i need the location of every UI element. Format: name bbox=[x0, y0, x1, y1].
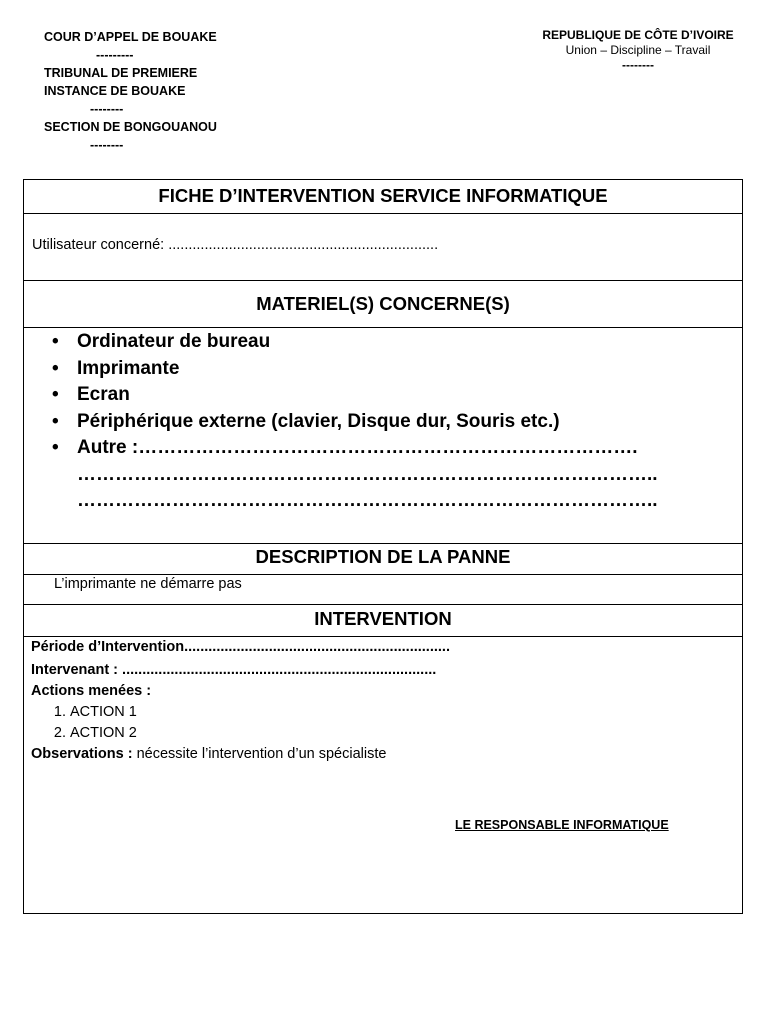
court-header bbox=[44, 28, 284, 154]
materiel-list bbox=[24, 329, 742, 515]
separator: -------- bbox=[90, 138, 124, 152]
intervenant-field: Intervenant : .............................................................................. bbox=[31, 662, 437, 678]
republic-motto: Union – Discipline – Travail bbox=[565, 43, 711, 57]
actions-label: Actions menées : bbox=[31, 683, 152, 699]
divider bbox=[24, 280, 742, 281]
bullet-icon: • bbox=[52, 357, 59, 379]
bullet-icon: • bbox=[52, 384, 59, 405]
materiel-item: • Périphérique externe (clavier, Disque dur, Souris etc.) bbox=[24, 409, 742, 436]
materiel-title: MATERIEL(S) CONCERNE(S) bbox=[256, 293, 510, 314]
action-item: 2. ACTION 2 bbox=[70, 723, 137, 744]
periode-field: Période d’Intervention.................................................................. bbox=[31, 639, 450, 655]
intervention-form bbox=[23, 179, 743, 914]
action-item: 1. ACTION 1 bbox=[70, 702, 137, 723]
bullet-icon: • bbox=[52, 410, 59, 432]
divider bbox=[24, 543, 742, 544]
materiel-item: • Imprimante bbox=[24, 356, 742, 383]
intervention-title: INTERVENTION bbox=[314, 608, 452, 629]
bullet-icon: • bbox=[52, 331, 59, 352]
actions-list bbox=[24, 702, 137, 744]
bullet-icon: • bbox=[52, 437, 59, 458]
divider bbox=[24, 213, 742, 214]
signature-label: LE RESPONSABLE INFORMATIQUE bbox=[455, 818, 669, 832]
materiel-item: • Ecran bbox=[24, 382, 742, 409]
materiel-dots: ……………………………………………………………………………….. bbox=[77, 463, 658, 485]
tribunal-line-2: INSTANCE DE BOUAKE bbox=[44, 84, 186, 98]
court-name: COUR D’APPEL DE BOUAKE bbox=[44, 30, 217, 44]
observations-field: Observations : nécessite l’intervention d’un spécialiste bbox=[31, 746, 387, 762]
description-text: L’imprimante ne démarre pas bbox=[54, 576, 242, 592]
materiel-item: • Ordinateur de bureau bbox=[24, 329, 742, 356]
materiel-dots: ……………………………………………………………………………….. bbox=[77, 490, 658, 511]
description-title: DESCRIPTION DE LA PANNE bbox=[255, 546, 511, 567]
materiel-item: • Autre :……………………………………………………………………. bbox=[24, 435, 742, 462]
divider bbox=[24, 574, 742, 575]
divider bbox=[24, 604, 742, 605]
separator: --------- bbox=[96, 48, 134, 62]
section-name: SECTION DE BONGOUANOU bbox=[44, 120, 217, 134]
separator: -------- bbox=[622, 58, 654, 72]
form-title: FICHE D’INTERVENTION SERVICE INFORMATIQUE bbox=[158, 185, 608, 206]
republic-header bbox=[520, 28, 756, 73]
tribunal-line-1: TRIBUNAL DE PREMIERE bbox=[44, 66, 198, 80]
user-field: Utilisateur concerné: ................................................................... bbox=[32, 237, 439, 253]
separator: -------- bbox=[90, 102, 124, 116]
divider bbox=[24, 327, 742, 328]
republic-name: REPUBLIQUE DE CÔTE D’IVOIRE bbox=[542, 28, 734, 42]
